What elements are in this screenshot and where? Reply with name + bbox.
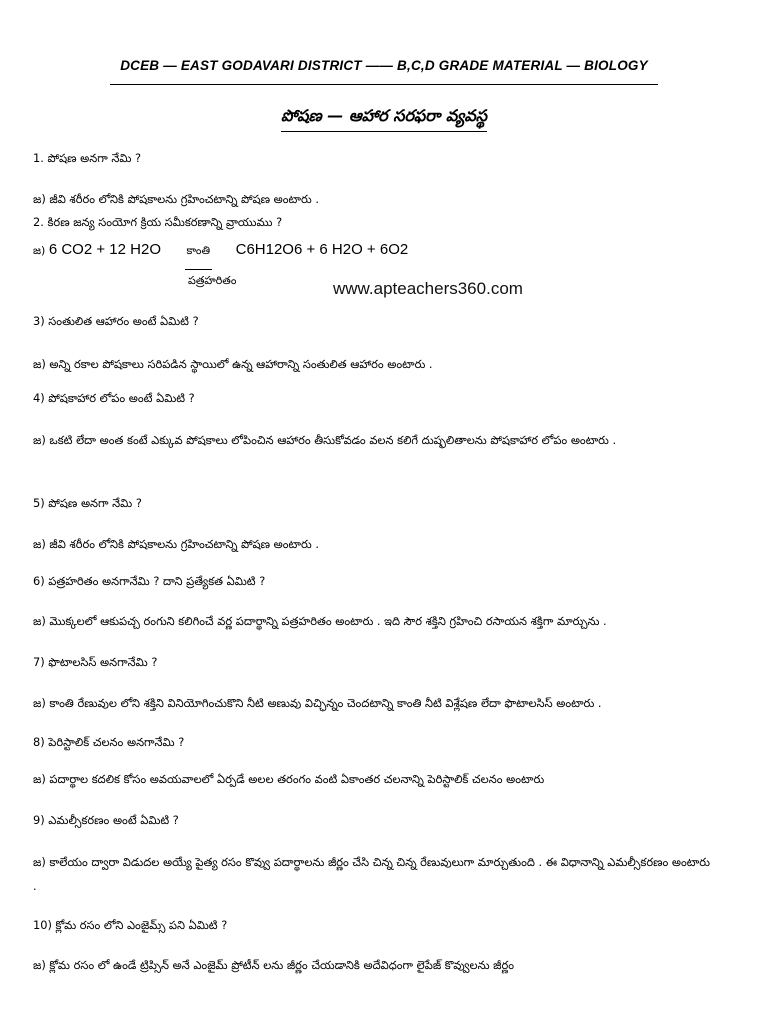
- answer-9: జ) కాలేయం ద్వారా విడుదల అయ్యే పైత్య రసం కొవ్వు పదార్థాలను జీర్ణం చేసి చిన్న చిన్న రేణువులుగా మార్చుతుంది . ఈ విధానాన్ని ఎమల్సీకరణం అంటారు .: [33, 855, 710, 893]
- question-2: 2. కిరణ జన్య సంయోగ క్రియ సమీకరణాన్ని వ్రాయుము ?: [33, 215, 283, 229]
- answer-7: జ) కాంతి రేణువుల లోని శక్తిని వినియోగించుకొని నీటి అణువు విచ్ఛిన్నం చెందటాన్ని కాంతి నీటి విశ్లేషణ లేదా ఫొటాలసిస్ అంటారు .: [33, 696, 602, 710]
- question-7: 7) ఫొటాలసిస్ అనగానేమి ?: [33, 655, 158, 669]
- answer-prefix: జ): [33, 244, 46, 257]
- equation-condition: కాంతి: [187, 244, 211, 260]
- answer-6: జ) మొక్కలలో ఆకుపచ్చ రంగుని కలిగించే వర్ణ పదార్థాన్ని పత్రహరితం అంటారు . ఇది సౌర శక్తిని గ్రహించి రసాయన శక్తిగా మార్చును .: [33, 614, 607, 628]
- question-3: 3) సంతులిత ఆహారం అంటే ఏమిటి ?: [33, 314, 199, 328]
- question-1: 1. పోషణ అనగా నేమి ?: [33, 151, 142, 165]
- website-watermark: www.apteachers360.com: [333, 279, 523, 298]
- equation-catalyst: పత్రహరితం: [188, 274, 237, 287]
- answer-8: జ) పదార్థాల కదలిక కోసం అవయవాలలో ఏర్పడే అలల తరంగం వంటి ఏకాంతర చలనాన్ని పెరిస్టాలిక్ చలనం అంటారు: [33, 772, 545, 786]
- photosynthesis-equation: [33, 241, 408, 260]
- title-container: [0, 106, 768, 132]
- document-header: DCEB — EAST GODAVARI DISTRICT —— B,C,D GRADE MATERIAL — BIOLOGY: [120, 58, 648, 73]
- page-title: పోషణ — ఆహార సరఫరా వ్యవస్థ: [281, 106, 487, 132]
- question-9: 9) ఎమల్సీకరణం అంటే ఏమిటి ?: [33, 813, 179, 827]
- equation-reactants: 6 CO2 + 12 H2O: [48, 241, 161, 258]
- answer-10: జ) క్లోమ రసం లో ఉండే ట్రిప్సిన్ అనే ఎంజైమ్ ప్రోటీన్ లను జీర్ణం చేయడానికి అదేవిధంగా లైపేజ్ కొవ్వులను జీర్ణం: [33, 958, 515, 972]
- answer-1: జ) జీవి శరీరం లోనికి పోషకాలను గ్రహించటాన్ని పోషణ అంటారు .: [33, 192, 319, 206]
- question-10: 10) క్లోమ రసం లోని ఎంజైమ్స్ పని ఏమిటి ?: [33, 918, 228, 932]
- question-8: 8) పెరిస్టాలిక్ చలనం అనగానేమి ?: [33, 735, 185, 749]
- answer-4: జ) ఒకటి లేదా అంత కంటే ఎక్కువ పోషకాలు లోపించిన ఆహారం తీసుకోవడం వలన కలిగే దుష్ఫలితాలను పోషకాహార లోపం అంటారు .: [33, 433, 617, 447]
- equation-products: C6H12O6 + 6 H2O + 6O2: [235, 241, 409, 258]
- answer-5: జ) జీవి శరీరం లోనికి పోషకాలను గ్రహించటాన్ని పోషణ అంటారు .: [33, 537, 319, 551]
- answer-3: జ) అన్ని రకాల పోషకాలు సరిపడిన స్థాయిలో ఉన్న ఆహారాన్ని సంతులిత ఆహారం అంటారు .: [33, 357, 433, 371]
- question-4: 4) పోషకాహార లోపం అంటే ఏమిటి ?: [33, 391, 195, 405]
- question-6: 6) పత్రహరితం అనగానేమి ? దాని ప్రత్యేకత ఏమిటి ?: [33, 574, 266, 588]
- question-5: 5) పోషణ అనగా నేమి ?: [33, 496, 142, 510]
- header-rule: [110, 84, 658, 85]
